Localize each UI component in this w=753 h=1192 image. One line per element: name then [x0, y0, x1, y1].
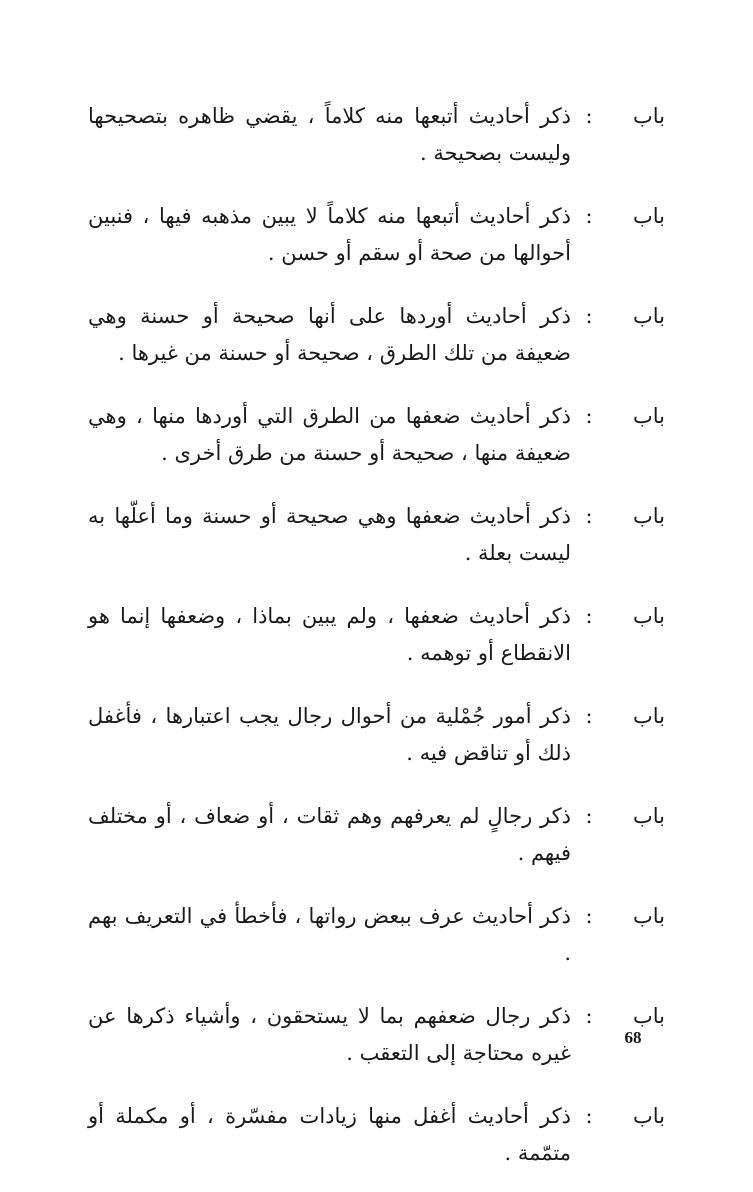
separator-colon: :	[585, 1104, 593, 1128]
separator-colon: :	[585, 404, 593, 428]
chapter-entry	[88, 792, 665, 872]
chapter-label: باب	[632, 904, 665, 928]
chapter-label: باب	[632, 404, 665, 428]
chapter-list	[88, 92, 665, 1192]
chapter-entry	[88, 692, 665, 772]
page-number: 68	[624, 1028, 642, 1047]
chapter-text: ذكر أحاديث ضعفها ، ولم يبين بماذا ، وضعفها إنما هو الانقطاع أو توهمه .	[88, 604, 571, 665]
chapter-text: ذكر أحاديث ضعفها من الطرق التي أوردها منها ، وهي ضعيفة منها ، صحيحة أو حسنة من طرق أخرى .	[88, 404, 571, 465]
chapter-text: ذكر أحاديث أتبعها منه كلاماً لا يبين مذهبه فيها ، فنبين أحوالها من صحة أو سقم أو حسن .	[88, 204, 571, 265]
chapter-text: ذكر أحاديث أغفل منها زيادات مفسّرة ، أو مكملة أو متمّمة .	[88, 1104, 571, 1165]
chapter-label: باب	[632, 504, 665, 528]
chapter-entry	[88, 992, 665, 1072]
chapter-text: ذكر أحاديث عرف ببعض رواتها ، فأخطأ في التعريف بهم .	[88, 904, 571, 965]
chapter-label: باب	[632, 104, 665, 128]
chapter-entry	[88, 892, 665, 972]
chapter-entry	[88, 1092, 665, 1172]
chapter-entry	[88, 392, 665, 472]
separator-colon: :	[585, 1004, 593, 1028]
chapter-label: باب	[632, 204, 665, 228]
separator-colon: :	[585, 804, 593, 828]
separator-colon: :	[585, 604, 593, 628]
chapter-text: ذكر أحاديث ضعفها وهي صحيحة أو حسنة وما أعلّها به ليست بعلة .	[88, 504, 571, 565]
chapter-label: باب	[632, 604, 665, 628]
chapter-entry	[88, 292, 665, 372]
chapter-entry	[88, 92, 665, 172]
chapter-label: باب	[632, 804, 665, 828]
separator-colon: :	[585, 704, 593, 728]
chapter-text: ذكر رجالٍ لم يعرفهم وهم ثقات ، أو ضعاف ، أو مختلف فيهم .	[88, 804, 571, 865]
chapter-text: ذكر رجال ضعفهم بما لا يستحقون ، وأشياء ذكرها عن غيره محتاجة إلى التعقب .	[88, 1004, 571, 1065]
chapter-label: باب	[632, 1004, 665, 1028]
chapter-label: باب	[632, 704, 665, 728]
chapter-text: ذكر أحاديث أتبعها منه كلاماً ، يقضي ظاهره بتصحيحها وليست بصحيحة .	[88, 104, 571, 165]
chapter-text: ذكر أمور جُمْلية من أحوال رجال يجب اعتبارها ، فأغفل ذلك أو تناقض فيه .	[88, 704, 571, 765]
chapter-entry	[88, 492, 665, 572]
separator-colon: :	[585, 104, 593, 128]
chapter-entry	[88, 192, 665, 272]
chapter-entry	[88, 592, 665, 672]
chapter-label: باب	[632, 304, 665, 328]
chapter-text: ذكر أحاديث أوردها على أنها صحيحة أو حسنة وهي ضعيفة من تلك الطرق ، صحيحة أو حسنة من غيرها .	[88, 304, 571, 365]
separator-colon: :	[585, 504, 593, 528]
separator-colon: :	[585, 204, 593, 228]
separator-colon: :	[585, 304, 593, 328]
separator-colon: :	[585, 904, 593, 928]
chapter-label: باب	[632, 1104, 665, 1128]
